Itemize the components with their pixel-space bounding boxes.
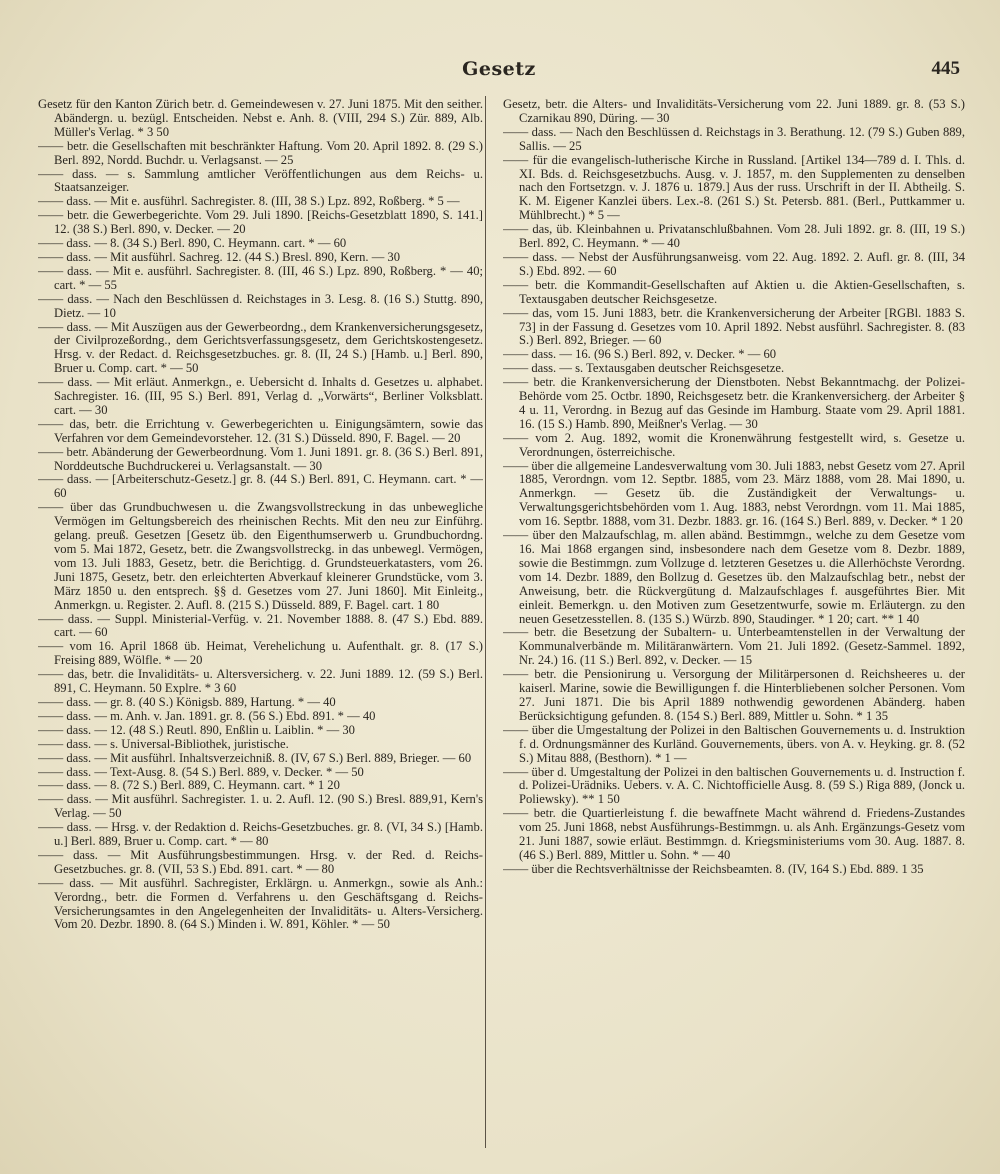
catalog-entry: —— dass. — s. Sammlung amtlicher Veröffentlichungen aus dem Reichs- u. Staatsanzeiger. (38, 166, 483, 195)
catalog-entry: —— dass. — Mit e. ausführl. Sachregister. 8. (III, 46 S.) Lpz. 890, Roßberg. * — 40; cart. * — 55 (38, 263, 483, 292)
catalog-entry: —— dass. — Text-Ausg. 8. (54 S.) Berl. 889, v. Decker. * — 50 (38, 764, 364, 779)
catalog-entry: —— dass. — Suppl. Ministerial-Verfüg. v. 21. November 1888. 8. (47 S.) Ebd. 889. cart. — 60 (38, 611, 483, 640)
catalog-entry: —— dass. — Nach den Beschlüssen d. Reichstags in 3. Berathung. 12. (79 S.) Guben 889, Sallis. — 25 (503, 124, 965, 153)
catalog-entry: —— betr. die Besetzung der Subaltern- u. Unterbeamtenstellen in der Verwaltung der Kommunalverbände m. Militäranwärtern. Vom 21. Juli 1892. (Gesetz-Sammel. 1892, Nr. 24.) 16. (11 S.) Berl. 892, v. Decker. — 15 (503, 625, 965, 668)
catalog-entry: —— das, vom 15. Juni 1883, betr. die Krankenversicherung der Arbeiter [RGBl. 1883 S. 73] in der Fassung d. Gesetzes vom 10. April 1892. Nebst ausführl. Sachregister. 8. (83 S.) Berl. 892, Brieger. — 60 (503, 305, 965, 348)
catalog-entry: —— betr. die Gewerbegerichte. Vom 29. Juli 1890. [Reichs-Gesetzblatt 1890, S. 141.] 12. (38 S.) Berl. 890, v. Decker. — 20 (38, 208, 483, 237)
catalog-entry: —— dass. — Mit Auszügen aus der Gewerbeordng., dem Krankenversicherungsgesetz, der Civilprozeßordng., dem Gerichtsverfassungsgesetz, dem Gerichtskostengesetz. Hrsg. v. der Redact. d. Reichsgesetzbuches. gr. 8. (II, 24 S.) [Hamb. u.] Berl. 890, Bruer u. Comp. cart. * — 50 (38, 319, 483, 376)
page-header (38, 58, 960, 88)
catalog-entry: Gesetz für den Kanton Zürich betr. d. Gemeindewesen v. 27. Juni 1875. Mit den seither. Abändergn. u. bezügl. Entscheiden. Nebst e. Anh. 8. (VIII, 294 S.) Zür. 889, Alb. Müller's Verlag. * 3 50 (38, 98, 483, 139)
catalog-entry: —— über die allgemeine Landesverwaltung vom 30. Juli 1883, nebst Gesetz vom 27. April 1885, Verordngn. vom 12. Septbr. 1885, vom 23. März 1888, vom 28. Mai 1890, u. Anmerkgn. — Gesetz üb. die Zuständigkeit der Verwaltungs- u. Verwaltungsgerichtsbehörden vom 1. Aug. 1883, nebst Verordngn. vom 11. Mai 1885, vom 16. Septbr. 1888, vom 31. Dezbr. 1883. gr. 16. (164 S.) Berl. 889, v. Decker. * 1 20 (503, 458, 965, 529)
catalog-entry: —— dass. — gr. 8. (40 S.) Königsb. 889, Hartung. * — 40 (38, 694, 336, 709)
catalog-entry: —— dass. — Mit ausführl. Sachreg. 12. (44 S.) Bresl. 890, Kern. — 30 (38, 249, 401, 264)
catalog-entry: —— dass. — s. Universal-Bibliothek, juristische. (38, 736, 289, 751)
right-column (503, 98, 965, 1150)
catalog-entry: —— betr. die Gesellschaften mit beschränkter Haftung. Vom 20. April 1892. 8. (29 S.) Berl. 892, Nordd. Buchdr. u. Verlagsanst. — 25 (38, 138, 483, 167)
catalog-entry: —— betr. Abänderung der Gewerbeordnung. Vom 1. Juni 1891. gr. 8. (36 S.) Berl. 891, Norddeutsche Buchdruckerei u. Verlagsanstalt. — 30 (38, 444, 483, 473)
catalog-entry: —— für die evangelisch-lutherische Kirche in Russland. [Artikel 134—789 d. I. Thls. d. XI. Bds. d. Reichsgesetzbuchs. Ausg. v. J. 1857, m. den Supplementen zu denselben nach den Fortsetzgn. v. J. 1876 u. 1879.] Aus der russ. Urschrift in der II. Abtheilg. S. K. M. Eigener Kanzlei übers. Lex.-8. (261 S.) St. Petersb. 881. (Berl., Puttkammer u. Mühlbrecht.) * 5 — (503, 152, 965, 223)
catalog-entry: —— das, betr. die Invaliditäts- u. Altersversicherg. v. 22. Juni 1889. 12. (59 S.) Berl. 891, C. Heymann. 50 Explre. * 3 60 (38, 667, 483, 696)
catalog-entry: —— dass. — Hrsg. v. der Redaktion d. Reichs-Gesetzbuches. gr. 8. (VI, 34 S.) [Hamb. u.] Berl. 889, Bruer u. Comp. cart. * — 80 (38, 820, 483, 849)
page-number: 445 (931, 58, 960, 79)
catalog-entry: —— dass. — Nebst der Ausführungsanweisg. vom 22. Aug. 1892. 2. Aufl. gr. 8. (III, 34 S.) Ebd. 892. — 60 (503, 249, 965, 278)
catalog-entry: —— dass. — Nach den Beschlüssen d. Reichstages in 3. Lesg. 8. (16 S.) Stuttg. 890, Dietz. — 10 (38, 291, 483, 320)
catalog-entry: —— dass. — 8. (34 S.) Berl. 890, C. Heymann. cart. * — 60 (38, 236, 347, 251)
catalog-entry: —— über d. Umgestaltung der Polizei in den baltischen Gouvernements u. d. Instruction f. d. Polizei-Urädniks. Uebers. v. A. C. Nichtofficielle Ausg. 8. (59 S.) Riga 889, (Jonck u. Poliewsky). ** 1 50 (503, 764, 965, 807)
catalog-entry: —— betr. die Kommandit-Gesellschaften auf Aktien u. die Aktien-Gesellschaften, s. Textausgaben deutscher Reichsgesetze. (503, 277, 965, 306)
catalog-entry: —— dass. — 12. (48 S.) Reutl. 890, Enßlin u. Laiblin. * — 30 (38, 722, 355, 737)
catalog-entry: —— betr. die Krankenversicherung der Dienstboten. Nebst Bekanntmachg. der Polizei-Behörde vom 25. Octbr. 1890, Reichsgesetz betr. die Krankenversicherg. der Arbeiter § 4 u. 11, Verordng. in Bezug auf das Gesinde im Hamburg. Staate vom 29. April 1881. 16. (15 S.) Hamb. 890, Meißner's Verlag. — 30 (503, 375, 965, 431)
catalog-entry: —— das, üb. Kleinbahnen u. Privatanschlußbahnen. Vom 28. Juli 1892. gr. 8. (III, 19 S.) Berl. 892, C. Heymann. * — 40 (503, 222, 965, 251)
catalog-entry: Gesetz, betr. die Alters- und Invaliditäts-Versicherung vom 22. Juni 1889. gr. 8. (53 S.) Czarnikau 890, Düring. — 30 (503, 98, 965, 125)
catalog-entry: —— dass. — 8. (72 S.) Berl. 889, C. Heymann. cart. * 1 20 (38, 778, 340, 793)
catalog-entry: —— über den Malzaufschlag, m. allen abänd. Bestimmgn., welche zu dem Gesetze vom 16. Mai 1868 ergangen sind, insbesondere nach dem Gesetze vom 8. Dezbr. 1889, sowie die Bestimmgn. zum Vollzuge d. letzteren Gesetzes u. die Allerhöchste Verordng. vom 14. Dezbr. 1889, den Bollzug d. Gesetzes üb. den Malzaufschlag betr., nebst der Anweisung, betr. die Rückvergütung d. Malzaufschlages f. ausgeführtes Bier. Mit einleit. Bemerkgn. u. den Motiven zum Gesetzentwurfe, sowie m. Erläutergn. zu den neuen Gesetzesstellen. 8. (135 S.) Würzb. 890, Staudinger. * 1 20; cart. ** 1 40 (503, 528, 965, 626)
catalog-entry: —— betr. die Pensionirung u. Versorgung der Militärpersonen d. Reichsheeres u. der kaiserl. Marine, sowie die Bewilligungen f. die Hinterbliebenen solcher Personen. Vom 27. Juni 1871. Die bis April 1889 nothwendig gewordenen Abänderg. haben Berücksichtigung gefunden. 8. (154 S.) Berl. 889, Mittler u. Sohn. * 1 35 (503, 667, 965, 723)
left-column (38, 98, 483, 1150)
catalog-entry: —— dass. — Mit erläut. Anmerkgn., e. Uebersicht d. Inhalts d. Gesetzes u. alphabet. Sachregister. 16. (III, 95 S.) Berl. 891, Verlag d. „Vorwärts“, Berliner Volksblatt. cart. — 30 (38, 375, 483, 417)
catalog-entry: —— dass. — Mit Ausführungsbestimmungen. Hrsg. v. der Red. d. Reichs-Gesetzbuches. gr. 8. (VII, 53 S.) Ebd. 891. cart. * — 80 (38, 847, 483, 876)
catalog-entry: —— dass. — 16. (96 S.) Berl. 892, v. Decker. * — 60 (503, 347, 777, 362)
catalog-entry: —— dass. — Mit e. ausführl. Sachregister. 8. (III, 38 S.) Lpz. 892, Roßberg. * 5 — (38, 194, 460, 209)
catalog-entry: —— vom 16. April 1868 üb. Heimat, Verehelichung u. Aufenthalt. gr. 8. (17 S.) Freising 889, Wölfle. * — 20 (38, 639, 483, 668)
running-title: Gesetz (462, 58, 536, 80)
catalog-entry: —— dass. — Mit ausführl. Sachregister. 1. u. 2. Aufl. 12. (90 S.) Bresl. 889,91, Kern's Verlag. — 50 (38, 792, 483, 821)
catalog-entry: —— dass. — Mit ausführl. Inhaltsverzeichniß. 8. (IV, 67 S.) Berl. 889, Brieger. — 60 (38, 750, 472, 765)
columns (38, 98, 965, 1150)
catalog-entry: —— vom 2. Aug. 1892, womit die Kronenwährung festgestellt wird, s. Gesetze u. Verordnungen, österreichische. (503, 430, 965, 459)
catalog-entry: —— dass. — Mit ausführl. Sachregister, Erklärgn. u. Anmerkgn., sowie als Anh.: Verordng., betr. die Formen d. Verfahrens u. den Geschäftsgang d. Reichs-Versicherungsamtes in den Angelegenheiten der Invaliditäts- u. Alters-Versicherg. Vom 20. Dezbr. 1890. 8. (64 S.) Minden i. W. 891, Köhler. * — 50 (38, 875, 483, 932)
catalog-entry: —— dass. — s. Textausgaben deutscher Reichsgesetze. (503, 361, 785, 376)
catalog-entry: —— dass. — [Arbeiterschutz-Gesetz.] gr. 8. (44 S.) Berl. 891, C. Heymann. cart. * — 60 (38, 472, 483, 501)
catalog-entry: —— betr. die Quartierleistung f. die bewaffnete Macht während d. Friedens-Zustandes vom 25. Juni 1868, nebst Ausführungs-Bestimmgn. u. als Anh. Ergänzungs-Gesetz vom 21. Juni 1887, sowie erläut. Bestimmgn. d. Kriegsministeriums vom 30. Aug. 1887. 8. (46 S.) Berl. 889, Mittler u. Sohn. * — 40 (503, 806, 965, 862)
catalog-entry: —— über die Rechtsverhältnisse der Reichsbeamten. 8. (IV, 164 S.) Ebd. 889. 1 35 (503, 861, 924, 876)
catalog-entry: —— das, betr. die Errichtung v. Gewerbegerichten u. Einigungsämtern, sowie das Verfahren vor dem Gemeindevorsteher. 12. (31 S.) Düsseld. 890, F. Bagel. — 20 (38, 416, 483, 445)
catalog-entry: —— über das Grundbuchwesen u. die Zwangsvollstreckung in das unbewegliche Vermögen im Geltungsbereich des rheinischen Rechts. Mit den neu zur Einführg. gelang. preuß. Gesetzen [Gesetz üb. den Eigenthumserwerb u. Grundbuchordng. vom 5. Mai 1872, Gesetz, betr. die Zwangsvollstreckg. in das unbewegl. Vermögen, vom 13. Juli 1883, Gesetz, betr. die Berichtigg. d. Grundsteuerkatasters, vom 26. Juni 1875, Gesetz, betr. den erleichterten Abverkauf kleinerer Grundstücke, vom 3. März 1850 u. den entsprech. §§ d. Gesetzes vom 27. Juni 1860]. Mit Einleitg., Anmerkgn. u. Register. 2. Aufl. 8. (215 S.) Düsseld. 889, F. Bagel. cart. 1 80 (38, 500, 483, 612)
catalog-entry: —— dass. — m. Anh. v. Jan. 1891. gr. 8. (56 S.) Ebd. 891. * — 40 (38, 708, 376, 723)
catalog-entry: —— über die Umgestaltung der Polizei in den Baltischen Gouvernements u. d. Instruktion f. d. Ordnungsmänner des Kurländ. Gouvernements, übers. von A. v. Heyking. gr. 8. (52 S.) Mitau 888, (Besthorn). * 1 — (503, 722, 965, 765)
